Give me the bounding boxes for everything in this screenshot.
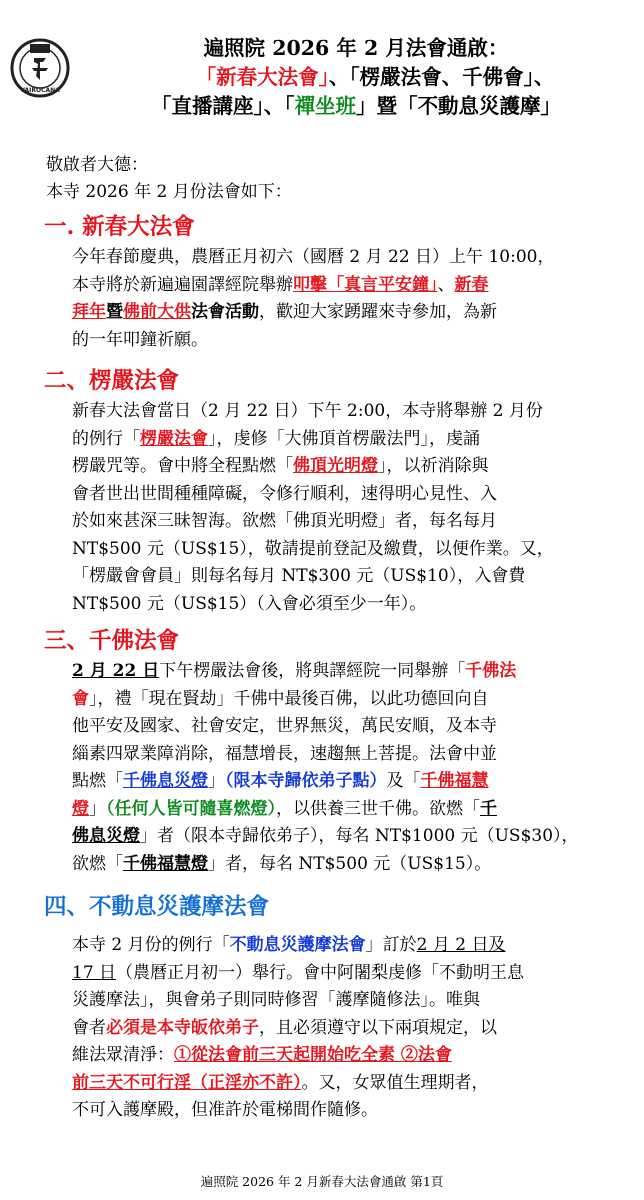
section-2-heading: 二、楞嚴法會 bbox=[44, 368, 180, 394]
title-line-1: 遍照院 2026 年 2 月法會通啟： bbox=[203, 36, 509, 60]
temple-logo bbox=[10, 38, 70, 98]
section-1-heading: 一. 新春大法會 bbox=[44, 214, 195, 240]
title-line-3: 「直播講座」、「禪坐班」暨「不動息災護摩」 bbox=[151, 94, 561, 118]
section-2-body: 新春大法會當日（2 月 22 日）下午 2:00，本寺將舉辦 2 月份 的例行「楞嚴法會」，虔修「大佛頂首楞嚴法門」，虔誦 楞嚴咒等。會中將全程點燃「佛頂光明燈」，以祈消除與 會者世出世間種種障礙，令修行順利，速得明心見性、入 於如來甚深三昧智海。欲燃「佛頂光明燈」者，每名每月 NT$500 元（US$15），敬請提前登記及繳費，以便作業。又， 「楞嚴會會員」則每名每月 NT$300 元（US$10），入會費 NT$500 元（US$15）（入會必須至少一年）。 bbox=[72, 401, 554, 614]
section-3-body: 2 月 22 日下午楞嚴法會後，將與譯經院一同舉辦「千佛法 會」，禮「現在賢劫」千佛中最後百佛，以此功德回向自 他平安及國家、社會安定，世界無災，萬民安順，及本寺 緇素四眾業障消除，福慧增長，速趨無上菩提。法會中並 點燃「千佛息災燈」（限本寺歸依弟子點）及「千佛福慧 燈」（任何人皆可隨喜燃燈），以供養三世千佛。欲燃「千 佛息災燈」者（限本寺歸依弟子），每名 NT$1000 元（US$30）， 欲燃「千佛福慧燈」者，每名 NT$500 元（US$15）。 bbox=[72, 661, 579, 874]
section-3-heading: 三、千佛法會 bbox=[44, 628, 180, 654]
section-4-heading: 四、不動息災護摩法會 bbox=[44, 894, 270, 920]
title-line-2: 「新春大法會」、「楞嚴法會、千佛會」、 bbox=[195, 65, 555, 89]
section-1-body: 今年春節慶典，農曆正月初六（國曆 2 月 22 日）上午 10:00， 本寺將於新遍遍園譯經院舉辦叩擊「真言平安鐘」、新春 拜年暨佛前大供法會活動，歡迎大家踴躍來寺參加，為新 的一年叩鐘祈願。 bbox=[72, 247, 555, 350]
page-footer: 遍照院 2026 年 2 月新春大法會通啟 第1頁 bbox=[200, 1174, 444, 1189]
page-title bbox=[76, 34, 636, 121]
intro: 本寺 2026 年 2 月份法會如下： bbox=[46, 182, 292, 202]
greeting: 敬啟者大德： bbox=[46, 155, 148, 175]
logo-text: VAIROCANA bbox=[20, 87, 60, 94]
section-4-body: 本寺 2 月份的例行「不動息災護摩法會」訂於2 月 2 日及 17 日（農曆正月初一）舉行。會中阿闍梨虔修「不動明王息 災護摩法」，與會弟子則同時修習「護摩隨修法」。唯與 會者必須是本寺皈依弟子，且必須遵守以下兩項規定，以 維法眾清淨：①從法會前三天起開始吃全素 ②法會 前三天不可行淫（正淫亦不許）。又，女眾值生理期者， 不可入護摩殿，但准許於電梯間作隨修。 bbox=[72, 935, 525, 1120]
